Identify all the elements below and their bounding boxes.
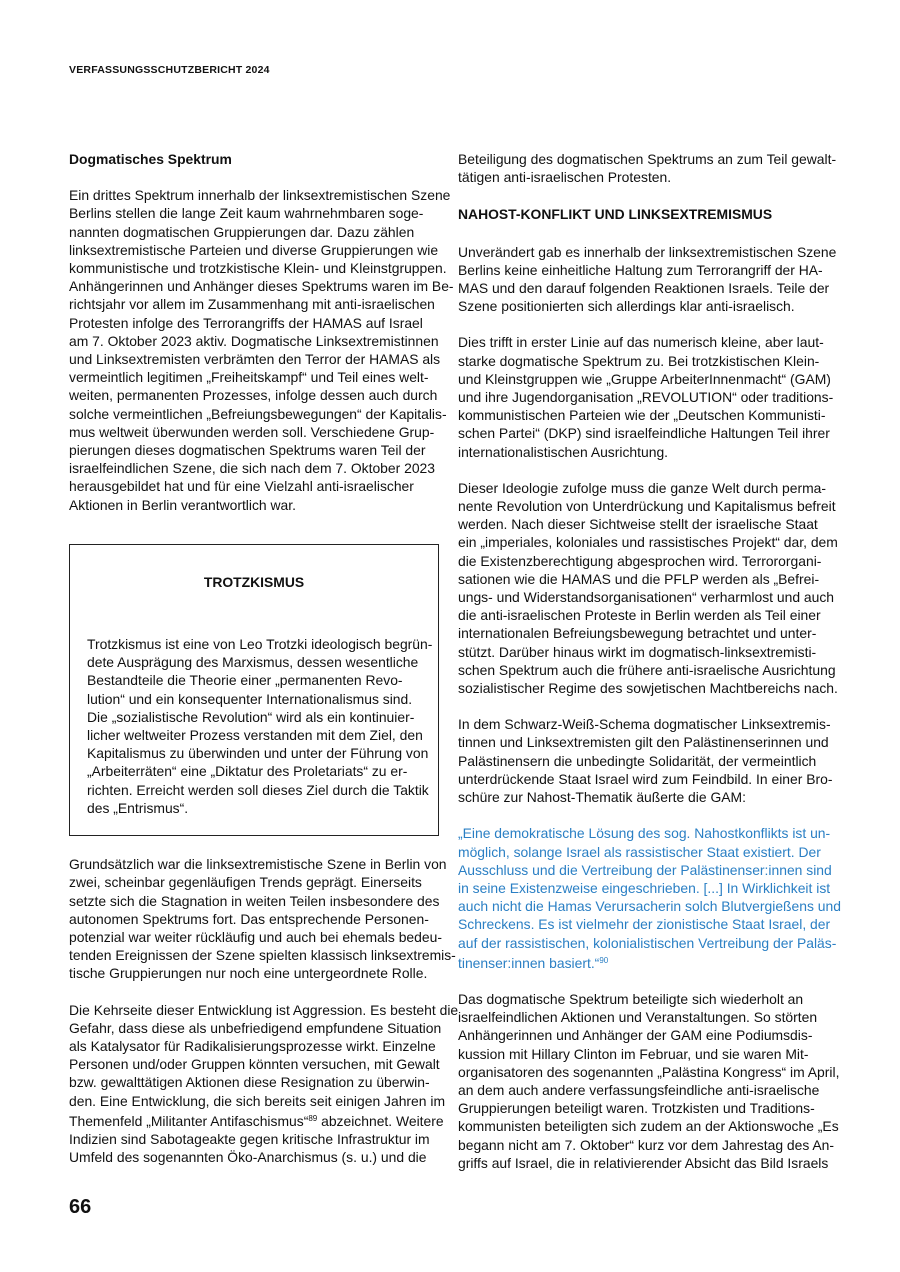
text-line: setzte sich die Stagnation in weiten Teilen insbesondere des <box>69 892 440 909</box>
text-line: ein „imperiales, koloniales und rassistisches Projekt“ dar, dem <box>458 534 838 551</box>
text-line: licher weltweiter Prozess verstanden mit dem Ziel, den <box>87 727 423 744</box>
text-line: „Arbeiterräten“ eine „Diktatur des Proletariats“ zu er- <box>87 763 408 780</box>
text-line: potenzial war weiter rückläufig und auch bei ehemals bedeu- <box>69 928 442 945</box>
text-line: „Eine demokratische Lösung des sog. Nahostkonflikts ist un- <box>458 825 831 842</box>
text-line: vermeintlich legitimen „Freiheitskampf“ und Teil eines welt- <box>69 369 429 386</box>
paragraph-dogmatisch-klein <box>458 333 834 460</box>
paragraph-schwarz-weiss <box>458 715 834 806</box>
text-line: kommunistischen Parteien wie der „Deutschen Kommunisti- <box>458 407 826 424</box>
text-line: Dies trifft in erster Linie auf das numerisch kleine, aber laut- <box>458 334 824 351</box>
text-line: sationen wie die HAMAS und die PFLP werden als „Befrei- <box>458 570 820 587</box>
running-header: VERFASSUNGSSCHUTZBERICHT 2024 <box>69 64 270 76</box>
text-line: zwei, scheinbar gegenläufigen Trends geprägt. Einerseits <box>69 874 422 891</box>
text-line: schen Partei“ (DKP) sind israelfeindliche Haltungen Teil ihrer <box>458 425 830 442</box>
text-line: Protesten infolge des Terrorangriffs der HAMAS auf Israel <box>69 314 423 331</box>
text-line: schen Spektrum auch die frühere anti-israelische Ausrichtung <box>458 661 836 678</box>
left-column <box>69 150 459 1166</box>
text-line: auch nicht die Hamas Verursacherin solch Blutvergießens und <box>458 898 841 915</box>
footnote-context-after: abzeichnet. Weitere <box>317 1112 444 1129</box>
text-line: und Linksextremisten verbrämten den Terror der HAMAS als <box>69 351 441 368</box>
text-line: MAS und den darauf folgenden Reaktionen Israels. Teile der <box>458 280 830 297</box>
text-line: begann nicht am 7. Oktober“ kurz vor dem Jahrestag des An- <box>458 1136 835 1153</box>
text-line: linksextremistische Parteien und diverse Gruppierungen wie <box>69 241 439 258</box>
paragraph-aggression <box>69 1001 459 1167</box>
text-line: bzw. gewalttätigen Aktionen diese Resignation zu überwin- <box>69 1074 430 1091</box>
text-line: sozialistischer Regime des sowjetischen Machtbereichs nach. <box>458 680 838 697</box>
text-line: Berlins stellen die lange Zeit kaum wahrnehmbaren soge- <box>69 205 424 222</box>
gam-quote <box>458 824 841 972</box>
text-line: Personen und/oder Gruppen könnten versuchen, mit Gewalt <box>69 1056 440 1073</box>
text-line: Beteiligung des dogmatischen Spektrums an zum Teil gewalt- <box>458 151 837 167</box>
text-line: schüre zur Nahost-Thematik äußerte die GAM: <box>458 789 746 806</box>
text-line: nannten dogmatischen Gruppierungen dar. Dazu zählen <box>69 223 415 240</box>
text-line: herausgebildet hat und für eine Vielzahl anti-israelischer <box>69 478 414 495</box>
text-line: Indizien sind Sabotageakte gegen kritische Infrastruktur im <box>69 1130 430 1147</box>
text-line: in seine Existenzweise eingeschrieben. [...] In Wirklichkeit ist <box>458 879 831 896</box>
text-line: Die „sozialistische Revolution“ wird als ein kontinuier- <box>87 708 415 725</box>
text-line: die anti-israelischen Proteste in Berlin werden als Teil einer <box>458 607 821 624</box>
text-line: internationalen Befreiungsbewegung betrachtet und unter- <box>458 625 817 642</box>
text-line: tinnen und Linksextremisten gilt den Palästinenserinnen und <box>458 734 829 751</box>
text-line: werden. Nach dieser Sichtweise stellt der israelische Staat <box>458 516 818 533</box>
text-line: den. Eine Entwicklung, die sich bereits seit einigen Jahren im <box>69 1092 446 1109</box>
footnote-ref-90[interactable]: 90 <box>599 955 609 965</box>
text-line: kussion mit Hillary Clinton im Februar, und sie waren Mit- <box>458 1045 809 1062</box>
paragraph-continuation <box>458 150 837 186</box>
text-line: tische Gruppierungen nur noch eine untergeordnete Rolle. <box>69 965 428 982</box>
text-line: tätigen anti-israelischen Protesten. <box>458 169 672 186</box>
text-line: richtsjahr vor allem im Zusammenhang mit anti-israelischen <box>69 296 435 313</box>
text-line: griffs auf Israel, die in relativierender Absicht das Bild Israels <box>458 1154 829 1171</box>
text-line: tenden Ereignissen der Szene spielten klassisch linksextremis- <box>69 947 456 964</box>
text-line: Gruppierungen beteiligt waren. Trotzkisten und Traditions- <box>458 1100 815 1117</box>
text-line: Schreckens. Es ist vielmehr der zionistische Staat Israel, der <box>458 916 831 933</box>
text-line: mus weltweit überwunden werden soll. Verschiedene Grup- <box>69 423 435 440</box>
paragraph-haltung <box>458 243 837 316</box>
text-line: lution“ und ein konsequenter Internationalismus sind. <box>87 690 413 707</box>
text-line: starke dogmatische Spektrum zu. Bei trotzkistischen Klein- <box>458 352 820 369</box>
footnote-context-before: Themenfeld „Militanter Antifaschismus“ <box>69 1112 309 1129</box>
section-heading-nahost: NAHOST-KONFLIKT UND LINKSEXTREMISMUS <box>458 206 773 223</box>
text-line: Berlins keine einheitliche Haltung zum Terrorangriff der HA- <box>458 261 823 278</box>
quote-last-line: tinenser:innen basiert.“ <box>458 954 600 971</box>
text-line: organisatoren des sogenannten „Palästina Kongress“ im April, <box>458 1063 840 1080</box>
text-line: solche vermeintlichen „Befreiungsbewegungen“ der Kapitalis- <box>69 405 447 422</box>
text-line: Palästinensern die unbedingte Solidarität, der vermeintlich <box>458 752 817 769</box>
text-line: stützt. Darüber hinaus wirkt im dogmatisch-linksextremisti- <box>458 643 817 660</box>
paragraph-ideologie <box>458 479 838 697</box>
text-line: und Kleinstgruppen wie „Gruppe ArbeiterInnenmacht“ (GAM) <box>458 370 831 387</box>
text-line: Unverändert gab es innerhalb der linksextremistischen Szene <box>458 243 837 260</box>
text-line: israelfeindlichen Szene, die sich nach dem 7. Oktober 2023 <box>69 460 436 477</box>
text-line: pierungen dieses dogmatischen Spektrums waren Teil der <box>69 442 426 459</box>
trotzkismus-infobox <box>69 544 439 836</box>
text-line: des „Entrismus“. <box>87 799 189 816</box>
text-line: Trotzkismus ist eine von Leo Trotzki ideologisch begrün- <box>87 636 433 653</box>
text-line: Grundsätzlich war die linksextremistische Szene in Berlin von <box>69 856 447 873</box>
text-line: internationalistischen Ausrichtung. <box>458 443 669 460</box>
text-line: die Existenzberechtigung abgesprochen wird. Terrororgani- <box>458 552 822 569</box>
infobox-body <box>70 635 438 817</box>
text-line: Umfeld des sogenannten Öko-Anarchismus (s. u.) und die <box>69 1149 427 1166</box>
text-line: weiten, permanenten Prozesses, infolge dessen auch durch <box>69 387 438 404</box>
text-line: autonomen Spektrums fort. Das entsprechende Personen- <box>69 910 429 927</box>
text-line: ungs- und Widerstandsorganisationen“ verharmlost und auch <box>458 589 835 606</box>
infobox-title: TROTZKISMUS <box>203 573 305 590</box>
section-heading-dogmatisches-spektrum: Dogmatisches Spektrum <box>69 151 232 167</box>
text-line: Ausschluss und die Vertreibung der Palästinenser:innen sind <box>458 861 832 878</box>
text-line: am 7. Oktober 2023 aktiv. Dogmatische Linksextremistinnen <box>69 332 439 349</box>
text-line: Anhängerinnen und Anhänger dieses Spektrums waren im Be- <box>69 278 454 295</box>
page-number: 66 <box>69 1196 92 1218</box>
text-line: möglich, solange Israel als rassistischer Staat existiert. Der <box>458 843 821 860</box>
text-line: auf der rassistischen, kolonialistischen Vertreibung der Paläs- <box>458 934 837 951</box>
paragraph-dogmatisches-spektrum <box>69 186 454 514</box>
paragraph-trends <box>69 855 456 982</box>
text-line: dete Ausprägung des Marxismus, dessen wesentliche <box>87 654 419 671</box>
text-line: nente Revolution von Unterdrückung und Kapitalismus befreit <box>458 498 836 515</box>
right-column <box>458 150 841 1172</box>
text-line: Die Kehrseite dieser Entwicklung ist Aggression. Es besteht die <box>69 1001 459 1018</box>
text-line: Aktionen in Berlin verantwortlich war. <box>69 496 296 513</box>
text-line: israelfeindlichen Aktionen und Veranstaltungen. So störten <box>458 1009 818 1026</box>
text-line: Bestandteile die Theorie einer „permanenten Revo- <box>87 672 403 689</box>
text-line: Kapitalismus zu überwinden und unter der Führung von <box>87 745 429 762</box>
text-line: Gefahr, dass diese als unbefriedigend empfundene Situation <box>69 1019 442 1036</box>
paragraph-aktionen <box>458 990 840 1172</box>
text-line: Dieser Ideologie zufolge muss die ganze Welt durch perma- <box>458 479 827 496</box>
footnote-ref-89[interactable]: 89 <box>308 1113 318 1123</box>
text-line: Ein drittes Spektrum innerhalb der linksextremistischen Szene <box>69 187 451 204</box>
text-line: an dem auch andere verfassungsfeindliche anti-israelische <box>458 1081 820 1098</box>
text-line: kommunistische und trotzkistische Klein- und Kleinstgruppen. <box>69 260 447 277</box>
text-line: richten. Erreicht werden soll dieses Ziel durch die Taktik <box>87 781 429 798</box>
text-line: als Katalysator für Radikalisierungsprozesse wirkt. Einzelne <box>69 1037 436 1054</box>
text-line: Das dogmatische Spektrum beteiligte sich wiederholt an <box>458 990 804 1007</box>
text-line: Anhängerinnen und Anhänger der GAM eine Podiumsdis- <box>458 1027 813 1044</box>
text-line: kommunisten beteiligten sich zudem an der Aktionswoche „Es <box>458 1118 839 1135</box>
text-line: Szene positionierten sich allerdings klar anti-israelisch. <box>458 298 795 315</box>
text-line: In dem Schwarz-Weiß-Schema dogmatischer Linksextremis- <box>458 716 831 733</box>
text-line: und ihre Jugendorganisation „REVOLUTION“ oder traditions- <box>458 389 834 406</box>
text-line: unterdrückende Staat Israel wird zum Feindbild. In einer Bro- <box>458 770 833 787</box>
